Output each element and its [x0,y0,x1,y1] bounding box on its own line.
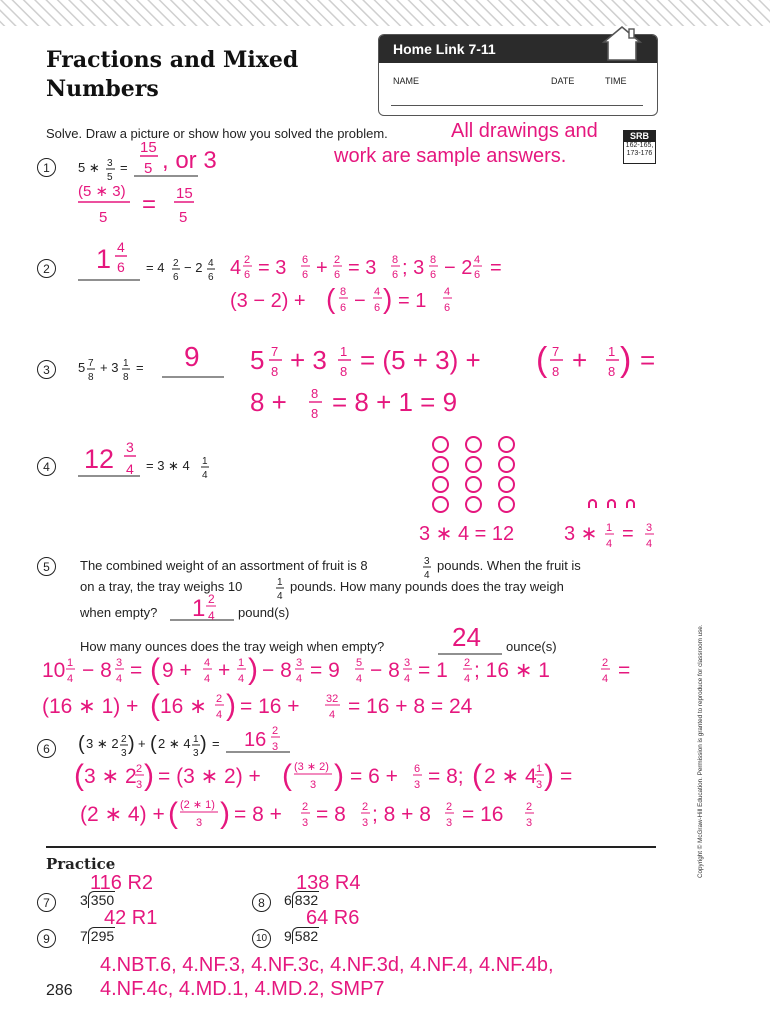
svg-text:+: + [572,345,588,375]
practice-8-answer: 138 R4 [296,872,361,894]
svg-text:3: 3 [136,779,143,791]
svg-text:): ) [200,733,207,755]
note-line-2: work are sample answers. [334,145,567,167]
svg-text:8: 8 [340,364,348,379]
svg-text:= 1: = 1 [398,290,427,312]
svg-text:7: 7 [552,344,560,359]
svg-text:− 2: − 2 [444,257,473,279]
svg-text:): ) [220,797,230,830]
p1-question: 5 ∗ [78,160,100,175]
svg-text:=: = [640,345,656,375]
practice-8-problem: 6 832 [284,892,319,908]
svg-text:4: 4 [602,673,609,685]
name-label: NAME [393,76,420,86]
svg-text:8: 8 [311,406,319,421]
page-number: 286 [46,982,73,999]
p3-question [78,358,224,383]
svg-text:5: 5 [179,209,188,226]
svg-text:1: 1 [96,244,112,274]
svg-text:2: 2 [362,801,369,813]
svg-text:4: 4 [356,673,363,685]
svg-text:=: = [130,659,143,682]
svg-text:2: 2 [216,693,223,705]
svg-text:5: 5 [107,172,113,183]
svg-text:(: ( [536,341,548,379]
p6-work [72,756,652,836]
svg-text:5: 5 [250,345,265,375]
svg-text:6: 6 [444,302,451,314]
svg-text:= (5 + 3) +: = (5 + 3) + [360,345,481,375]
svg-text:−: − [354,290,366,312]
svg-text:(: ( [282,759,292,792]
svg-text:= 1: = 1 [418,659,448,682]
svg-text:15: 15 [140,139,157,156]
svg-text:1: 1 [202,456,208,467]
svg-text:2: 2 [208,592,215,606]
svg-text:= 8 + 1 = 9: = 8 + 1 = 9 [332,387,458,417]
svg-text:3: 3 [404,657,411,669]
svg-text:2: 2 [446,801,453,813]
svg-text:3: 3 [126,439,134,455]
svg-text:8: 8 [340,286,347,298]
svg-text:= 8 +: = 8 + [234,803,282,826]
svg-text:3: 3 [107,158,113,169]
svg-text:1: 1 [606,522,613,534]
svg-text:; 3: ; 3 [402,257,425,279]
svg-text:2: 2 [302,801,309,813]
svg-text:(3 ∗ 2): (3 ∗ 2) [294,761,329,773]
svg-text:2: 2 [602,657,609,669]
svg-text:8: 8 [311,386,319,401]
practice-10-number: 10 [252,929,271,948]
svg-text:3: 3 [362,817,369,829]
svg-text:(: ( [326,283,336,314]
svg-text:5: 5 [99,209,108,226]
home-link-label: Home Link 7-11 [379,35,657,63]
svg-text:pound(s): pound(s) [238,605,290,620]
svg-text:16: 16 [244,729,267,751]
svg-text:(: ( [74,759,84,792]
svg-text:3: 3 [646,522,653,534]
svg-text:): ) [620,341,632,379]
svg-text:2: 2 [244,254,251,266]
copyright-container [697,548,707,878]
svg-text:(: ( [472,759,482,792]
svg-text:1: 1 [123,358,129,369]
svg-text:+ 3: + 3 [100,360,119,375]
svg-text:= 3: = 3 [258,257,287,279]
svg-text:8: 8 [430,254,437,266]
p4-answer [84,439,136,477]
svg-text:4: 4 [464,673,471,685]
problem-1-number: 1 [37,158,56,177]
svg-text:= 16 +: = 16 + [240,695,300,718]
svg-text:1: 1 [536,763,543,775]
svg-text:=: = [142,191,157,218]
svg-text:4: 4 [126,461,134,477]
svg-text:; 16 ∗ 1: ; 16 ∗ 1 [474,659,550,682]
svg-text:= 3 ∗ 4: = 3 ∗ 4 [146,458,190,473]
problem-3 [78,336,668,426]
svg-text:6: 6 [334,269,341,281]
svg-text:): ) [248,653,258,686]
svg-text:8: 8 [552,364,560,379]
svg-text:= 8;: = 8; [428,765,464,788]
svg-text:+: + [218,659,231,682]
problem-5-number: 5 [37,557,56,576]
svg-text:32: 32 [326,693,339,705]
svg-text:6: 6 [302,269,309,281]
svg-text:): ) [128,733,135,755]
problem-5 [78,550,618,660]
svg-text:ounce(s): ounce(s) [506,639,557,654]
svg-text:=: = [622,523,634,545]
svg-text:= 16: = 16 [462,803,504,826]
svg-text:4: 4 [208,609,215,623]
p5-text-line-4: How many ounces does the tray weigh when empty? [80,639,385,654]
svg-text:1: 1 [192,595,206,622]
svg-text:12: 12 [84,444,115,474]
svg-text:10: 10 [42,659,66,682]
svg-text:6: 6 [430,269,437,281]
p5-text-line-3: when empty? [80,605,158,620]
svg-text:6: 6 [374,302,381,314]
practice-divider [46,846,656,848]
svg-text:= 3: = 3 [348,257,377,279]
svg-text:4: 4 [646,538,653,550]
svg-text:=: = [618,659,631,682]
svg-text:4: 4 [230,257,242,279]
svg-text:− 8: − 8 [82,659,112,682]
svg-text:6: 6 [474,269,481,281]
problem-4 [78,432,278,482]
svg-text:=: = [120,160,128,175]
svg-text:=: = [212,736,220,751]
svg-text:pounds. When the fruit is: pounds. When the fruit is [437,558,581,573]
svg-text:8: 8 [88,372,94,383]
svg-text:= 8: = 8 [316,803,346,826]
svg-text:=: = [560,765,573,788]
svg-text:(: ( [168,797,178,830]
svg-text:(16 ∗ 1) +: (16 ∗ 1) + [42,695,139,718]
svg-text:4: 4 [329,709,336,721]
svg-text:6: 6 [117,259,125,275]
svg-text:6: 6 [173,272,179,283]
time-label: TIME [605,76,627,86]
svg-text:4: 4 [116,673,123,685]
svg-text:4: 4 [374,286,381,298]
svg-text:− 8: − 8 [370,659,400,682]
svg-text:9 +: 9 + [162,659,192,682]
practice-10-answer: 64 R6 [306,907,360,929]
problem-3-number: 3 [37,360,56,379]
svg-text:3 ∗ 2: 3 ∗ 2 [84,765,137,788]
svg-text:3: 3 [536,779,543,791]
p2-answer [96,239,127,275]
svg-text:3: 3 [302,817,309,829]
svg-text:=: = [490,257,502,279]
svg-text:+: + [316,257,328,279]
problem-4-number: 4 [37,457,56,476]
svg-text:3: 3 [310,779,317,791]
practice-9-number: 9 [37,929,56,948]
svg-text:3: 3 [116,657,123,669]
svg-text:3: 3 [196,817,203,829]
p5-answer-ounces: 24 [452,622,481,652]
svg-text:3: 3 [424,556,430,567]
svg-text:4: 4 [474,254,481,266]
practice-9-problem: 7 295 [80,928,115,944]
svg-text:3: 3 [414,779,421,791]
practice-10-problem: 9 582 [284,928,319,944]
svg-text:= 16 + 8 = 24: = 16 + 8 = 24 [348,695,473,718]
note-line-1: All drawings and [451,120,598,142]
svg-text:4: 4 [204,657,211,669]
svg-text:2 ∗ 4: 2 ∗ 4 [158,736,191,751]
svg-text:5: 5 [356,657,363,669]
svg-text:2: 2 [334,254,341,266]
name-line [391,105,643,106]
problem-1 [78,136,308,231]
svg-text:+: + [138,736,146,751]
svg-text:6: 6 [340,302,347,314]
svg-text:6: 6 [302,254,309,266]
practice-9-answer: 42 R1 [104,907,158,929]
p4-quarter-drawing [588,497,648,509]
svg-text:5: 5 [144,160,153,177]
svg-text:2: 2 [464,657,471,669]
top-hatch-band [0,0,770,26]
svg-text:): ) [144,759,154,792]
svg-text:pounds. How many pounds does t: pounds. How many pounds does the tray weigh [290,579,564,594]
svg-text:1: 1 [340,344,348,359]
svg-text:4: 4 [216,709,223,721]
svg-text:1: 1 [238,657,245,669]
svg-text:=: = [136,360,144,375]
svg-text:3: 3 [526,817,533,829]
svg-text:8: 8 [608,364,616,379]
svg-text:8: 8 [123,372,129,383]
problem-6-number: 6 [37,739,56,758]
svg-text:4: 4 [277,591,283,602]
svg-text:3: 3 [193,748,199,759]
svg-text:7: 7 [88,358,94,369]
practice-7-answer: 116 R2 [90,872,154,894]
svg-text:3: 3 [296,657,303,669]
practice-heading: Practice [46,855,116,873]
copyright-text: Copyright © McGraw-Hill Education. Permission is granted to reproduce for classroom use. [697,624,704,878]
svg-text:4: 4 [444,286,451,298]
svg-text:5: 5 [78,360,86,375]
svg-text:4: 4 [238,673,245,685]
svg-text:(3 − 2) +: (3 − 2) + [230,290,306,312]
svg-text:4: 4 [67,673,74,685]
practice-7-problem: 3 350 [80,892,115,908]
svg-text:− 8: − 8 [262,659,292,682]
svg-text:(2 ∗ 4) +: (2 ∗ 4) + [80,803,165,826]
practice-7-number: 7 [37,893,56,912]
svg-text:= (3 ∗ 2) +: = (3 ∗ 2) + [158,765,261,788]
svg-text:(2 ∗ 1): (2 ∗ 1) [180,799,215,811]
svg-text:; 8 + 8: ; 8 + 8 [372,803,431,826]
svg-text:4: 4 [204,673,211,685]
problem-2-number: 2 [37,259,56,278]
svg-text:4: 4 [424,570,430,581]
svg-text:1: 1 [193,734,199,745]
svg-text:1: 1 [608,344,616,359]
svg-text:3 ∗ 2: 3 ∗ 2 [86,736,119,751]
p5-answer-pounds [192,592,216,623]
svg-text:= 6 +: = 6 + [350,765,398,788]
p4-work-right [562,518,662,554]
svg-text:6: 6 [392,269,399,281]
svg-text:3: 3 [121,748,127,759]
p5-work [40,650,680,724]
house-icon [600,24,644,62]
p6-answer [244,725,280,753]
svg-text:4: 4 [208,258,214,269]
svg-text:= 4: = 4 [146,260,165,275]
p4-work-left: 3 ∗ 4 = 12 [419,523,515,545]
svg-text:2: 2 [136,763,143,775]
svg-text:, or 3: , or 3 [162,147,217,174]
svg-text:8: 8 [271,364,279,379]
svg-text:(: ( [150,653,160,686]
svg-text:4: 4 [296,673,303,685]
svg-text:2: 2 [173,258,179,269]
svg-text:1: 1 [277,577,283,588]
p3-answer: 9 [184,341,200,372]
svg-text:3: 3 [272,741,279,753]
page-title: Fractions and Mixed Numbers [46,47,299,102]
p1-work: (5 ∗ 3) [78,183,126,200]
svg-text:4: 4 [606,538,613,550]
svg-text:(: ( [150,733,157,755]
svg-text:6: 6 [244,269,251,281]
svg-text:): ) [544,759,554,792]
svg-text:8: 8 [392,254,399,266]
srb-badge: SRB 162-165, 173-176 [623,130,656,164]
svg-text:16 ∗: 16 ∗ [160,695,207,718]
svg-text:4: 4 [117,239,125,255]
p5-text-line-1: The combined weight of an assortment of fruit is 8 [80,558,368,573]
date-label: DATE [551,76,575,86]
svg-text:4: 4 [202,470,208,481]
practice-8-number: 8 [252,893,271,912]
p2-work [230,254,502,314]
svg-text:2: 2 [526,801,533,813]
svg-text:1: 1 [67,657,74,669]
problem-2 [78,238,548,328]
svg-text:− 2: − 2 [184,260,203,275]
svg-text:6: 6 [414,763,421,775]
instructions: Solve. Draw a picture or show how you solved the problem. [46,126,388,141]
svg-text:2: 2 [272,725,279,737]
p4-circles-drawing [430,434,520,518]
svg-text:+ 3: + 3 [290,345,327,375]
svg-text:): ) [383,283,393,314]
svg-text:= 9: = 9 [310,659,340,682]
svg-text:6: 6 [208,272,214,283]
svg-text:): ) [226,689,236,722]
p5-text-line-2: on a tray, the tray weighs 10 [80,579,243,594]
svg-text:4: 4 [404,673,411,685]
p1-answer [78,139,217,226]
svg-text:): ) [334,759,344,792]
svg-text:15: 15 [176,185,193,202]
svg-text:2 ∗ 4: 2 ∗ 4 [484,765,537,788]
p3-work [250,341,655,421]
svg-text:7: 7 [271,344,279,359]
standards-line-1: 4.NBT.6, 4.NF.3, 4.NF.3c, 4.NF.3d, 4.NF.4, 4.NF.4b, [100,954,554,976]
standards-line-2: 4.NF.4c, 4.MD.1, 4.MD.2, SMP7 [100,978,385,1000]
svg-text:3 ∗: 3 ∗ [564,523,598,545]
svg-text:(: ( [78,733,85,755]
svg-text:8 +: 8 + [250,387,287,417]
svg-text:(: ( [150,689,160,722]
svg-text:3: 3 [446,817,453,829]
svg-text:2: 2 [121,734,127,745]
